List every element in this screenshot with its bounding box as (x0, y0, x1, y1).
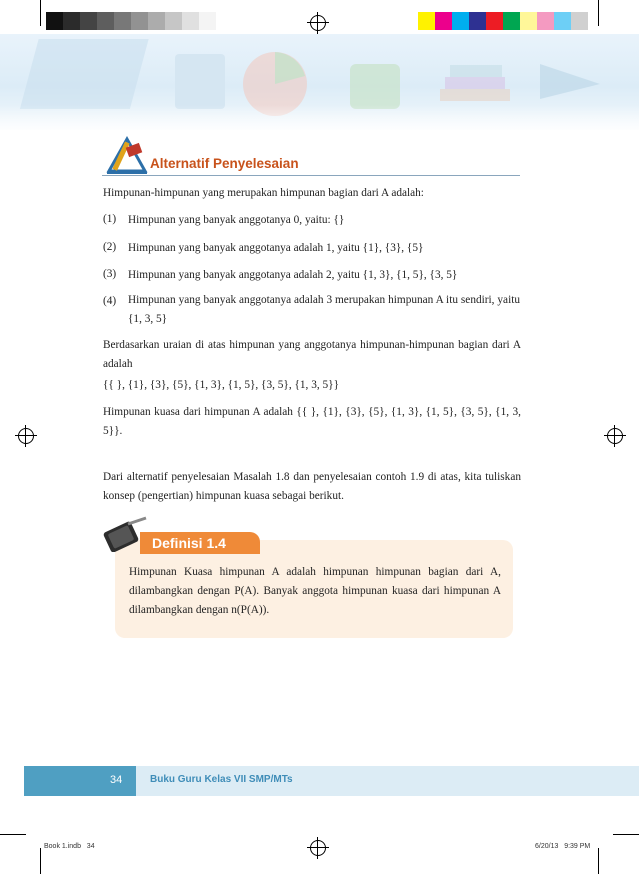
list-item: Himpunan yang banyak anggotanya adalah 1, yaitu {1}, {3}, {5} (128, 242, 424, 254)
list-item-number: (2) (103, 241, 117, 253)
paragraph-himpunan-kuasa: Himpunan kuasa dari himpunan A adalah {{ }, {1}, {3}, {5}, {1, 3}, {1, 5}, {3, 5}, {1, 3, 5}}. (103, 406, 521, 437)
crop-mark (598, 848, 599, 874)
paragraph-konsep: Dari alternatif penyelesaian Masalah 1.8 dan penyelesaian contoh 1.9 di atas, kita tuliskan konsep (pengertian) himpunan kuasa sebagai berikut. (103, 471, 521, 502)
tools-icon (105, 135, 149, 175)
list-item: Himpunan yang banyak anggotanya adalah 2, yaitu {1, 3}, {1, 5}, {3, 5} (128, 269, 458, 281)
page-number: 34 (110, 774, 123, 786)
intro-text: Himpunan-himpunan yang merupakan himpunan bagian dari A adalah: (103, 187, 424, 199)
list-item-number: (4) (103, 295, 117, 307)
paragraph-uraian: Berdasarkan uraian di atas himpunan yang anggotanya himpunan-himpunan bagian dari A adalah (103, 339, 521, 370)
list-item-number: (1) (103, 213, 117, 225)
registration-mark (607, 428, 623, 444)
crop-mark (40, 0, 41, 26)
crop-mark (613, 834, 639, 835)
crop-mark (0, 834, 26, 835)
list-item: Himpunan yang banyak anggotanya 0, yaitu: {} (128, 214, 345, 226)
definition-text: Himpunan Kuasa himpunan A adalah himpunan himpunan bagian dari A, dilambangkan dengan P(A). Banyak anggota himpunan kuasa dari himpunan A dilambangkan dengan n(P(A)). (129, 566, 501, 616)
notebook-pen-icon (102, 516, 148, 552)
registration-mark (310, 15, 326, 31)
set-list: {{ }, {1}, {3}, {5}, {1, 3}, {1, 5}, {3, 5}, {1, 3, 5}} (103, 379, 339, 391)
crop-mark (40, 848, 41, 874)
slug-file: Book 1.indb 34 (44, 843, 95, 850)
registration-mark (310, 840, 326, 856)
crop-mark (598, 0, 599, 26)
list-item-number: (3) (103, 268, 117, 280)
list-item: Himpunan yang banyak anggotanya adalah 3 merupakan himpunan A itu sendiri, yaitu {1, 3, 5} (128, 294, 520, 325)
slug-date: 6/20/13 9:39 PM (535, 843, 591, 850)
definition-title: Definisi 1.4 (152, 535, 226, 551)
header-fade (0, 105, 639, 135)
section-title-rule (102, 175, 520, 176)
color-bar (418, 12, 588, 30)
book-title: Buku Guru Kelas VII SMP/MTs (150, 774, 293, 785)
registration-mark (18, 428, 34, 444)
grayscale-bar (46, 12, 216, 30)
section-title: Alternatif Penyelesaian (150, 156, 299, 171)
